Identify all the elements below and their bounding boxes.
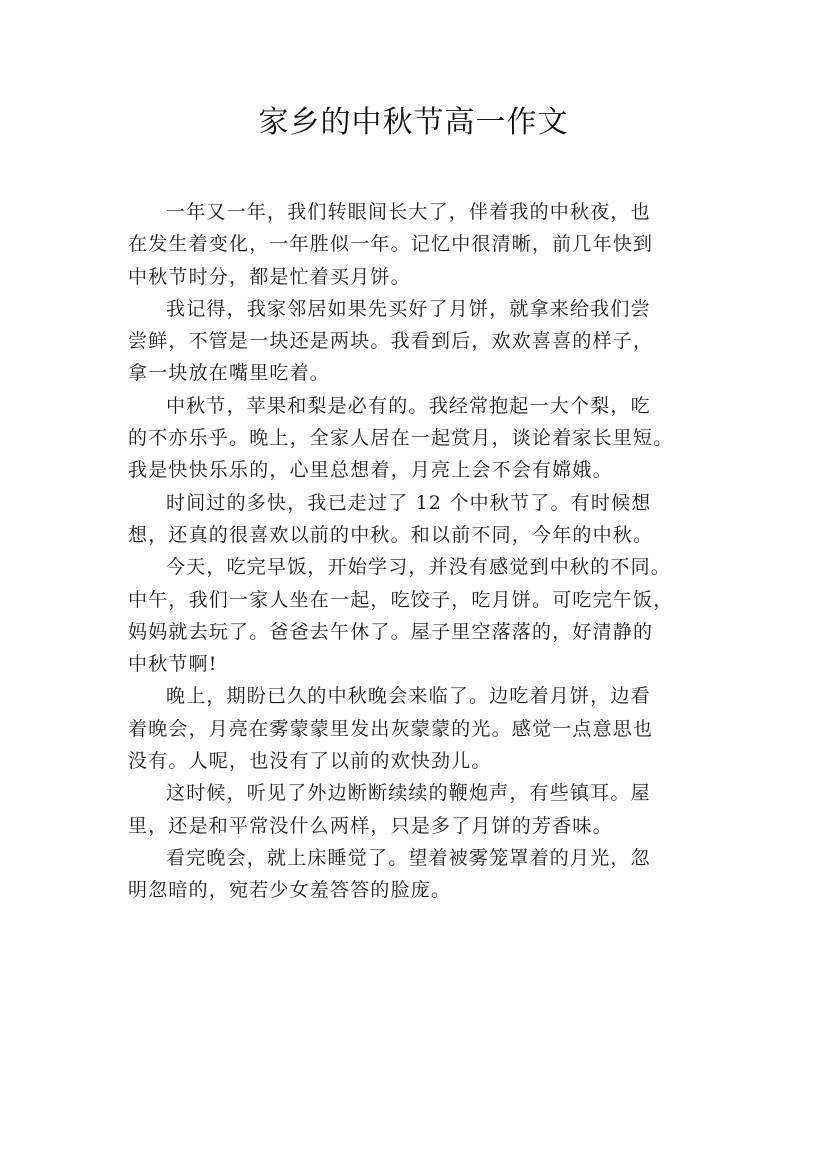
paragraph-line: 想，还真的很喜欢以前的中秋。和以前不同，今年的中秋。	[128, 523, 654, 546]
paragraph-line: 里，还是和平常没什么两样，只是多了月饼的芳香味。	[128, 814, 613, 837]
paragraph-line: 看完晚会，就上床睡觉了。望着被雾笼罩着的月光，忽	[166, 846, 651, 869]
paragraph-line: 时间过的多快，我已走过了 12 个中秋节了。有时候想	[166, 491, 652, 514]
paragraph	[128, 680, 708, 777]
paragraph-line: 中午，我们一家人坐在一起，吃饺子，吃月饼。可吃完午饭，	[128, 588, 674, 611]
paragraph-line: 妈妈就去玩了。爸爸去午休了。屋子里空落落的，好清静的	[128, 620, 654, 643]
document-title: 家乡的中秋节高一作文	[258, 105, 569, 140]
paragraph-line: 一年又一年，我们转眼间长大了，伴着我的中秋夜，也	[166, 201, 651, 223]
paragraph	[128, 487, 708, 552]
paragraph-line: 中秋节时分，都是忙着买月饼。	[128, 265, 411, 288]
paragraph-line: 这时候，听见了外边断断续续的鞭炮声，有些镇耳。屋	[166, 782, 651, 805]
paragraph-line: 明忽暗的，宛若少女羞答答的脸庞。	[128, 879, 452, 902]
paragraph	[128, 390, 708, 487]
paragraph-line: 拿一块放在嘴里吃着。	[128, 362, 331, 385]
paragraph-line: 今天，吃完早饭，开始学习，并没有感觉到中秋的不同。	[166, 556, 672, 579]
paragraph-line: 中秋节，苹果和梨是必有的。我经常抱起一大个梨，吃	[166, 394, 651, 417]
paragraph	[128, 777, 708, 842]
paragraph-line: 我记得，我家邻居如果先买好了月饼，就拿来给我们尝	[166, 297, 651, 320]
paragraph	[128, 196, 708, 293]
paragraph-line: 没有。人呢，也没有了以前的欢快劲儿。	[128, 750, 492, 773]
paragraph-line: 的不亦乐乎。晚上，全家人居在一起赏月，谈论着家长里短。	[128, 427, 674, 450]
paragraph-line: 尝鲜，不管是一块还是两块。我看到后，欢欢喜喜的样子，	[128, 330, 654, 353]
paragraph	[128, 293, 708, 390]
paragraph-line: 着晚会，月亮在雾蒙蒙里发出灰蒙蒙的光。感觉一点意思也	[128, 717, 654, 740]
paragraph-line: 中秋节啊!	[128, 653, 218, 676]
paragraph-line: 我是快快乐乐的，心里总想着，月亮上会不会有嫦娥。	[128, 459, 613, 482]
paragraph-line: 在发生着变化，一年胜似一年。记忆中很清晰，前几年快到	[128, 233, 654, 256]
paragraph-line: 晚上，期盼已久的中秋晚会来临了。边吃着月饼，边看	[166, 685, 651, 708]
paragraph	[128, 551, 708, 680]
document-body	[128, 196, 708, 907]
paragraph	[128, 842, 708, 907]
